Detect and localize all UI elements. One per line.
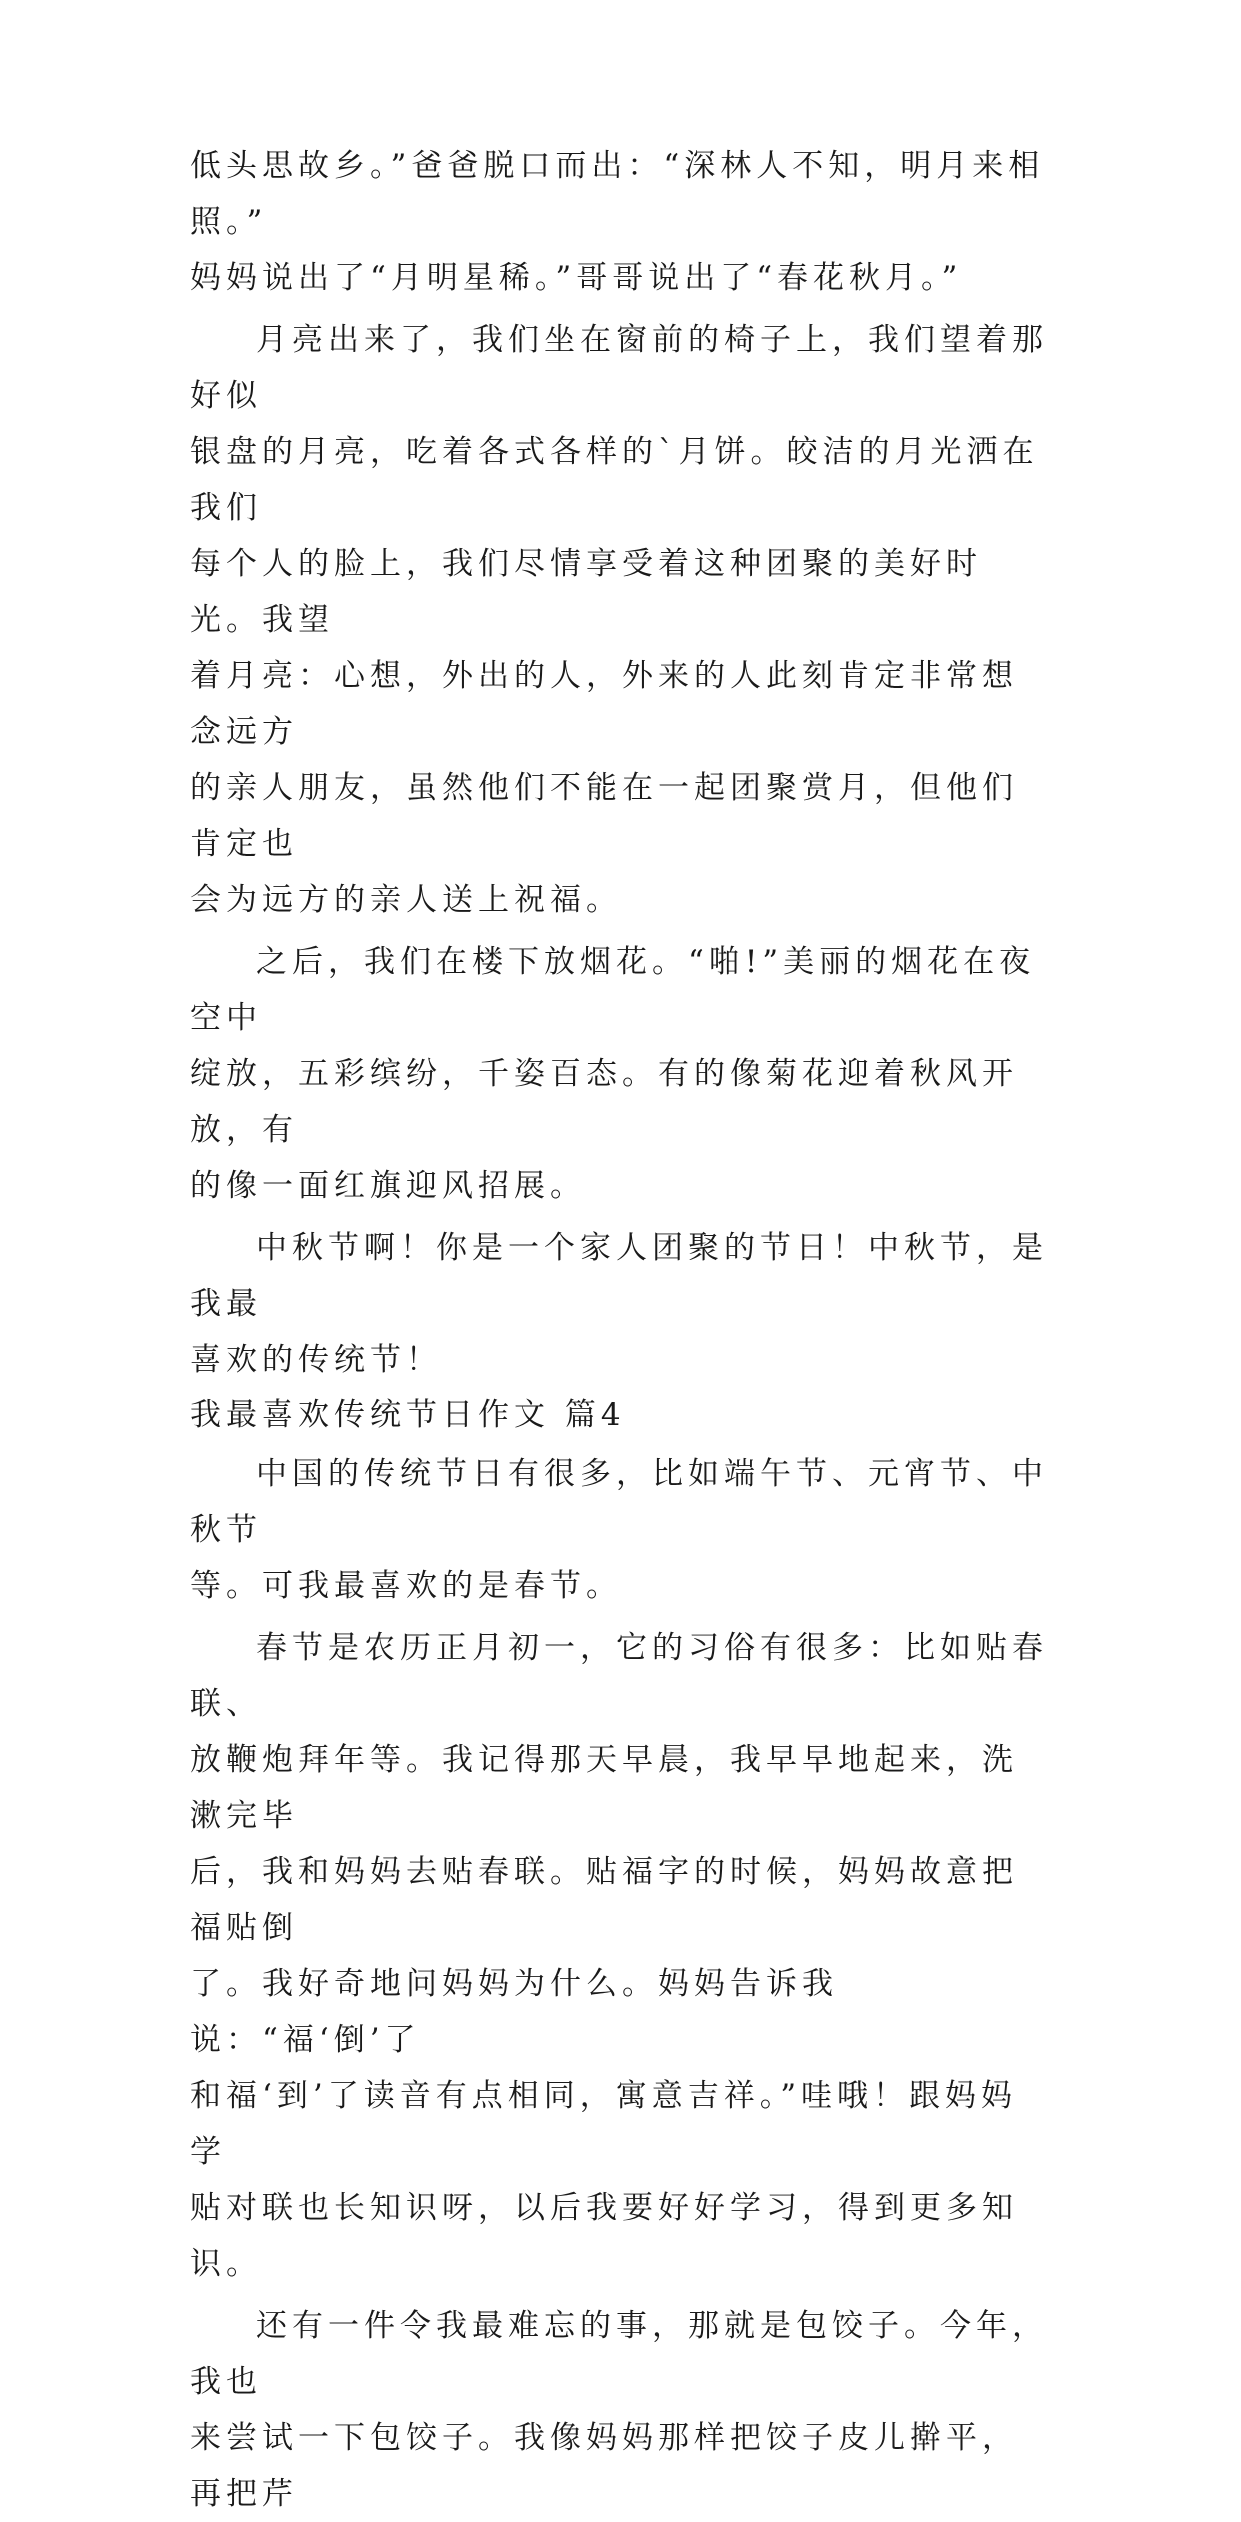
text-line: 等。可我最喜欢的是春节。 [190,1568,622,1604]
text-line: 绽放，五彩缤纷，千姿百态。有的像菊花迎着秋风开放，有 [190,1056,1018,1148]
text-line: 春节是农历正月初一，它的习俗有很多：比如贴春联、 [190,1630,1048,1722]
text-line: 会为远方的亲人送上祝福。 [190,882,622,918]
text-line: 的亲人朋友，虽然他们不能在一起团聚赏月，但他们肯定也 [190,770,1018,862]
section-heading [190,1390,1050,1440]
text-line: 来尝试一下包饺子。我像妈妈那样把饺子皮儿擀平，再把芹 [190,2420,1018,2512]
text-line: 中秋节啊！你是一个家人团聚的节日！中秋节，是我最 [190,1230,1048,1322]
document-body [190,138,1050,2522]
paragraph [190,934,1050,1214]
paragraph [190,2298,1050,2522]
text-line: 银盘的月亮，吃着各式各样的`月饼。皎洁的月光洒在我们 [190,434,1039,526]
paragraph [190,1220,1050,1388]
text-line: 每个人的脸上，我们尽情享受着这种团聚的美好时光。我望 [190,546,982,638]
text-line: 妈妈说出了“月明星稀。”哥哥说出了“春花秋月。” [190,260,963,296]
text-line: 的像一面红旗迎风招展。 [190,1168,586,1204]
text-line: 后，我和妈妈去贴春联。贴福字的时候，妈妈故意把福贴倒 [190,1854,1018,1946]
heading-text: 我最喜欢传统节日作文 篇4 [190,1397,626,1433]
text-line: 和福‘到’了读音有点相同，寓意吉祥。”哇哦！跟妈妈学 [190,2078,1018,2170]
text-line: 月亮出来了，我们坐在窗前的椅子上，我们望着那好似 [190,322,1048,414]
text-line: 之后，我们在楼下放烟花。“啪!”美丽的烟花在夜空中 [190,944,1036,1036]
text-line: 着月亮：心想，外出的人，外来的人此刻肯定非常想念远方 [190,658,1018,750]
text-line: 喜欢的传统节！ [190,1342,442,1378]
text-line: 了。我好奇地问妈妈为什么。妈妈告诉我说：“福‘倒’了 [190,1966,838,2058]
paragraph [190,312,1050,928]
text-line: 放鞭炮拜年等。我记得那天早晨，我早早地起来，洗漱完毕 [190,1742,1018,1834]
paragraph-continuation [190,138,1050,306]
paragraph [190,1620,1050,2292]
text-line: 中国的传统节日有很多，比如端午节、元宵节、中秋节 [190,1456,1048,1548]
paragraph [190,1446,1050,1614]
text-line: 还有一件令我最难忘的事，那就是包饺子。今年，我也 [190,2308,1048,2400]
text-line: 低头思故乡。”爸爸脱口而出：“深林人不知，明月来相照。” [190,148,1045,240]
text-line: 贴对联也长知识呀，以后我要好好学习，得到更多知识。 [190,2190,1018,2282]
